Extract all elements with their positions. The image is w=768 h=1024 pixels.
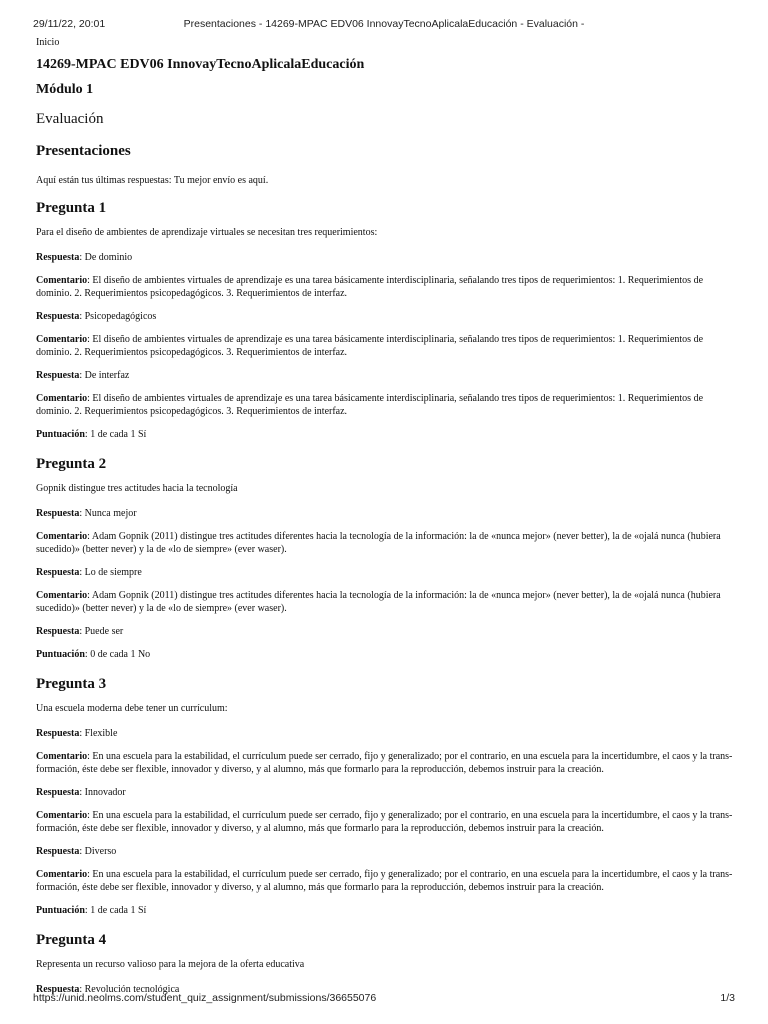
answer-line-label: Respuesta bbox=[36, 787, 80, 798]
print-footer-page: 1/3 bbox=[720, 992, 735, 1004]
comment-line-label: Comentario bbox=[36, 590, 88, 601]
comment-line: Comentario: En una escuela para la estabilidad, el currículum puede ser cerrado, fijo y generalizado; por el contrario, en una escuela para la incertidumbre, el caos y la trans- formación, éste debe ser flexible, innovador y diverso, y al alumno, más que formarlo para la reproducción, debemos instruir para la creación. bbox=[36, 869, 733, 893]
answer-line-label: Respuesta bbox=[36, 567, 80, 578]
intro-text: Aquí están tus últimas respuestas: Tu mejor envío es aquí. bbox=[36, 175, 269, 186]
answer-line: Respuesta: Flexible bbox=[36, 728, 118, 739]
comment-line-value: El diseño de ambientes virtuales de aprendizaje es una tarea básicamente interdisciplinaria, señalando tres tipos de requerimientos: 1. Requerimientos de dominio. 2. Requerimientos psicopedagógicos. 3. Requerimientos de interfaz. bbox=[36, 334, 704, 358]
answer-line-value: Revolución tecnológica bbox=[84, 984, 180, 995]
comment-line-value: El diseño de ambientes virtuales de aprendizaje es una tarea básicamente interdisciplinaria, señalando tres tipos de requerimientos: 1. Requerimientos de dominio. 2. Requerimientos psicopedagógicos. 3. Requerimientos de interfaz. bbox=[36, 393, 704, 417]
comment-line: Comentario: El diseño de ambientes virtuales de aprendizaje es una tarea básicamente interdisciplinaria, señalando tres tipos de requerimientos: 1. Requerimientos de dominio. 2. Requerimientos psicopedagógicos. 3. Requerimientos de interfaz. bbox=[36, 275, 704, 299]
comment-line-value: En una escuela para la estabilidad, el currículum puede ser cerrado, fijo y generalizado; por el contrario, en una escuela para la incertidumbre, el caos y la trans- formación, éste debe ser flexible, innovador y diverso, y al alumno, más que formarlo para la reproducción, debemos instruir para la creación. bbox=[36, 751, 733, 775]
breadcrumb bbox=[36, 37, 733, 48]
breadcrumb-home-link[interactable]: Inicio bbox=[36, 37, 60, 48]
question-title: Pregunta 2 bbox=[36, 456, 107, 472]
answer-line-label: Respuesta bbox=[36, 508, 80, 519]
answer-line-value: Nunca mejor bbox=[84, 508, 137, 519]
answer-line: Respuesta: Diverso bbox=[36, 846, 117, 857]
comment-line: Comentario: Adam Gopnik (2011) distingue tres actitudes diferentes hacia la tecnología de la información: la de «nunca mejor» (never better), la de «ojalá nunca (hubiera sucedido)» (better never) y la de «lo de siempre» (ever waser). bbox=[36, 531, 721, 555]
evaluation-title: Evaluación bbox=[36, 111, 104, 127]
question-title: Pregunta 4 bbox=[36, 932, 107, 948]
question-block bbox=[36, 931, 733, 996]
question-block bbox=[36, 675, 733, 917]
comment-line: Comentario: En una escuela para la estabilidad, el currículum puede ser cerrado, fijo y generalizado; por el contrario, en una escuela para la incertidumbre, el caos y la trans- formación, éste debe ser flexible, innovador y diverso, y al alumno, más que formarlo para la reproducción, debemos instruir para la creación. bbox=[36, 751, 733, 775]
print-header bbox=[0, 18, 768, 32]
answer-line-label: Respuesta bbox=[36, 728, 80, 739]
comment-line-value: En una escuela para la estabilidad, el currículum puede ser cerrado, fijo y generalizado; por el contrario, en una escuela para la incertidumbre, el caos y la trans- formación, éste debe ser flexible, innovador y diverso, y al alumno, más que formarlo para la reproducción, debemos instruir para la creación. bbox=[36, 810, 733, 834]
answer-line-value: Flexible bbox=[84, 728, 118, 739]
answer-line: Respuesta: De interfaz bbox=[36, 370, 130, 381]
comment-line: Comentario: El diseño de ambientes virtuales de aprendizaje es una tarea básicamente interdisciplinaria, señalando tres tipos de requerimientos: 1. Requerimientos de dominio. 2. Requerimientos psicopedagógicos. 3. Requerimientos de interfaz. bbox=[36, 393, 704, 417]
comment-line-label: Comentario bbox=[36, 810, 88, 821]
question-title: Pregunta 3 bbox=[36, 676, 107, 692]
comment-line-label: Comentario bbox=[36, 531, 88, 542]
answer-line: Respuesta: De dominio bbox=[36, 252, 133, 263]
answer-line-label: Respuesta bbox=[36, 846, 80, 857]
comment-line-label: Comentario bbox=[36, 869, 88, 880]
answer-line: Respuesta: Lo de siempre bbox=[36, 567, 142, 578]
answer-line-value: De dominio bbox=[84, 252, 133, 263]
score-line-value: 0 de cada 1 No bbox=[90, 649, 151, 660]
comment-line-value: En una escuela para la estabilidad, el currículum puede ser cerrado, fijo y generalizado; por el contrario, en una escuela para la incertidumbre, el caos y la trans- formación, éste debe ser flexible, innovador y diverso, y al alumno, más que formarlo para la reproducción, debemos instruir para la creación. bbox=[36, 869, 733, 893]
comment-line-label: Comentario bbox=[36, 334, 88, 345]
answer-line-label: Respuesta bbox=[36, 252, 80, 263]
answer-line: Respuesta: Nunca mejor bbox=[36, 508, 137, 519]
comment-line: Comentario: En una escuela para la estabilidad, el currículum puede ser cerrado, fijo y generalizado; por el contrario, en una escuela para la incertidumbre, el caos y la trans- formación, éste debe ser flexible, innovador y diverso, y al alumno, más que formarlo para la reproducción, debemos instruir para la creación. bbox=[36, 810, 733, 834]
answer-line-label: Respuesta bbox=[36, 311, 80, 322]
course-title: 14269-MPAC EDV06 InnovayTecnoAplicalaEducación bbox=[36, 57, 365, 72]
print-footer bbox=[0, 992, 768, 1006]
answer-line-value: Puede ser bbox=[84, 626, 124, 637]
answer-line-label: Respuesta bbox=[36, 370, 80, 381]
question-block bbox=[36, 455, 733, 661]
question-title: Pregunta 1 bbox=[36, 200, 107, 216]
question-block bbox=[36, 199, 733, 441]
page-title: Presentaciones bbox=[36, 143, 131, 159]
answer-line: Respuesta: Psicopedagógicos bbox=[36, 311, 157, 322]
question-text: Gopnik distingue tres actitudes hacia la tecnología bbox=[36, 483, 238, 494]
answer-line: Respuesta: Puede ser bbox=[36, 626, 124, 637]
main-content bbox=[36, 37, 733, 1006]
answer-line: Respuesta: Revolución tecnológica bbox=[36, 984, 180, 995]
question-text: Representa un recurso valioso para la mejora de la oferta educativa bbox=[36, 959, 305, 970]
score-line: Puntuación: 0 de cada 1 No bbox=[36, 649, 151, 660]
print-footer-url: https://unid.neolms.com/student_quiz_assignment/submissions/36655076 bbox=[33, 992, 377, 1004]
comment-line-value: El diseño de ambientes virtuales de aprendizaje es una tarea básicamente interdisciplinaria, señalando tres tipos de requerimientos: 1. Requerimientos de dominio. 2. Requerimientos psicopedagógicos. 3. Requerimientos de interfaz. bbox=[36, 275, 704, 299]
score-line: Puntuación: 1 de cada 1 Sí bbox=[36, 429, 147, 440]
answer-line-value: Lo de siempre bbox=[84, 567, 142, 578]
answer-line-value: Diverso bbox=[84, 846, 117, 857]
print-header-datetime: 29/11/22, 20:01 bbox=[33, 18, 106, 30]
comment-line: Comentario: Adam Gopnik (2011) distingue tres actitudes diferentes hacia la tecnología de la información: la de «nunca mejor» (never better), la de «ojalá nunca (hubiera sucedido)» (better never) y la de «lo de siempre» (ever waser). bbox=[36, 590, 721, 614]
comment-line-label: Comentario bbox=[36, 751, 88, 762]
answer-line-value: Psicopedagógicos bbox=[84, 311, 157, 322]
score-line-value: 1 de cada 1 Sí bbox=[90, 429, 147, 440]
answer-line-label: Respuesta bbox=[36, 984, 80, 995]
answer-line-value: De interfaz bbox=[84, 370, 130, 381]
answer-line: Respuesta: Innovador bbox=[36, 787, 126, 798]
score-line: Puntuación: 1 de cada 1 Sí bbox=[36, 905, 147, 916]
answer-line-value: Innovador bbox=[84, 787, 126, 798]
comment-line-value: Adam Gopnik (2011) distingue tres actitudes diferentes hacia la tecnología de la información: la de «nunca mejor» (never better), la de «ojalá nunca (hubiera sucedido)» (better never) y la de «lo de siempre» (ever waser). bbox=[36, 590, 721, 614]
questions-list bbox=[36, 199, 733, 996]
print-header-title: Presentaciones - 14269-MPAC EDV06 InnovayTecnoAplicalaEducación - Evaluación - bbox=[183, 18, 585, 30]
comment-line: Comentario: El diseño de ambientes virtuales de aprendizaje es una tarea básicamente interdisciplinaria, señalando tres tipos de requerimientos: 1. Requerimientos de dominio. 2. Requerimientos psicopedagógicos. 3. Requerimientos de interfaz. bbox=[36, 334, 704, 358]
score-line-label: Puntuación bbox=[36, 429, 85, 440]
comment-line-label: Comentario bbox=[36, 275, 88, 286]
question-text: Una escuela moderna debe tener un currículum: bbox=[36, 703, 228, 714]
comment-line-value: Adam Gopnik (2011) distingue tres actitudes diferentes hacia la tecnología de la información: la de «nunca mejor» (never better), la de «ojalá nunca (hubiera sucedido)» (better never) y la de «lo de siempre» (ever waser). bbox=[36, 531, 721, 555]
score-line-label: Puntuación bbox=[36, 649, 85, 660]
module-title: Módulo 1 bbox=[36, 82, 94, 97]
score-line-value: 1 de cada 1 Sí bbox=[90, 905, 147, 916]
answer-line-label: Respuesta bbox=[36, 626, 80, 637]
comment-line-label: Comentario bbox=[36, 393, 88, 404]
score-line-label: Puntuación bbox=[36, 905, 85, 916]
question-text: Para el diseño de ambientes de aprendizaje virtuales se necesitan tres requerimientos: bbox=[36, 227, 378, 238]
